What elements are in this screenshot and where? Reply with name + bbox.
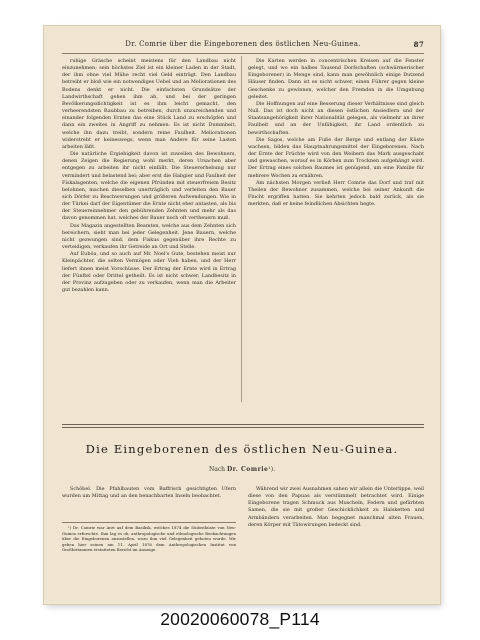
- paragraph: Am nächsten Morgen verließ Herr Comrie das Dorf und traf mit Theilen der Bewohner zusammen, welche bei seiner Ankunft die Flucht ergriffen hatten. Sie kehrten jedoch bald zurück, als sie merkten, daß er keine feindlichen Absichten hegte.: [248, 179, 424, 208]
- paragraph: Die natürliche Ergiebigkeit davon ist zuweilen des Bewohners, denen Zeigen die Regierung wohl merkt, deren Ursachen aber entgegen zu arbeiten ihr nicht einfällt. Die Steuererhebung nur vermindert und belastend bei; aber erst die Habgier und Faulheit der Fiskalagenten, welche die eigenen Pfründen mit steuerfreiem Besitz belohnen, machen dieselben unerträglich und verleiten den Bauer sich Dörfer zu Beschwerungen und größeren Aufwendungen. Wie in der Türkei darf der Eigentümer die Ernte nicht eher antasten, als bis der Steuereinnehmer den gebührenden Zehnten und mehr als das davon genommen hat, welches der Bauer noch oft vertheuern muß.: [62, 151, 236, 222]
- byline-author: Dr. Comrie: [226, 466, 269, 473]
- paragraph: Das Magazin angestellten Beamten, welche aus dem Zehnten sich bereichern, sieht man bei jeder Gelegenheit. Jene Bauern, welche nicht gezwungen sind, dem Fiskus gegenüber ihre Rechte zu verteidigen, verkaufen ihr Getreide an Ort und Stelle.: [62, 222, 236, 251]
- paragraph: ruhige Gräsche scheint meistens für den Landbau nicht einzunehmen; sein höchstes Ziel ist ein kleiner Laden in der Stadt, der ihm ohne viel Mühe recht viel Geld einträgt. Den Landbau betreibt er bloß wie ein notwendiges Uebel und an Meliorationen des Bodens denkt er nicht. Die einfachsten Grundsätze der Landwirthschaft gehen ihm ab, und bei der geringen Bevölkerungsdichtigkeit ist es ihm leicht gemacht, den verheerendsten Raubbau zu betreiben, durch unzureichenden und einander folgenden Ernten das eine Stück Land zu erschöpfen und dann ein zweites in Angriff zu nehmen. Es ist nicht Dummheit, welche ihn dazu treibt, sondern reine Faulheit. Meliorationen widerstrebt er keineswegs, wenn man Andere für seine Lasten arbeiten läßt.: [62, 58, 236, 150]
- article-title: Die Eingeborenen des östlichen Neu-Guinea.: [85, 442, 399, 456]
- article-left-column: [62, 486, 236, 520]
- byline-suffix: ¹).: [268, 466, 275, 473]
- footnote: [62, 522, 236, 593]
- scanned-page: [44, 26, 440, 604]
- archive-id-caption: 20020060078_P114: [160, 609, 320, 629]
- header-rule: [62, 53, 424, 54]
- article-right-column: [248, 486, 424, 590]
- running-title: Dr. Comrie über die Eingeborenen des östlichen Neu-Guinea.: [125, 40, 361, 48]
- paragraph: Während wir zwei Ausnahmen sahen wir allein die Unterlippe, weil diese von den Papuas als verstümmelt betrachtet wird. Einige Eingeborene tragen Schmuck aus Muscheln, Federn und gefärbten Samen, die sie mit großer Geschicklichkeit zu Halsketten und Armbändern verarbeiten. Man begegnet manchmal alten Frauen, deren Körper mit Tätowirungen bedeckt sind.: [248, 486, 424, 528]
- article-byline: [44, 466, 440, 473]
- paragraph: Die Sagos, welche am Fuße der Berge und entlang der Küste wachsen, bilden das Hauptnahrungsmittel der Eingeborenen. Nach der Ernte der Früchte wird von den Weibern das Mark ausgeschabt und gewaschen, worauf es in Körben zum Trocknen aufgehängt wird. Der Ertrag eines solchen Baumes ist genügend, um eine Familie für mehrere Wochen zu ernähren.: [248, 136, 424, 179]
- paragraph: Schöbel. Die Pfahlbauten vom Baffrisch gesichtigten Ufern wurden um Mittag und an den benachbarten Inseln beobachtet.: [62, 486, 236, 500]
- right-column: [248, 58, 424, 406]
- byline-prefix: Nach: [208, 466, 226, 473]
- column-divider: [241, 56, 242, 402]
- section-rule: [62, 424, 424, 425]
- section-rule-thin: [62, 427, 424, 428]
- paragraph: Auf Euböa, und so auch auf Mr. Noel's Gute, bestehen meist nur Kleinpächter, die selten Vermögen oder Vieh haben, und der Herr liefert ihnen meist Vorschüsse. Der Ertrag der Ernte wird in Ertrag der Fünftel oder Drittel getheilt. Es ist nicht schwer, Landbesitz in der Provinz aufzugeben oder zu verkaufen, wenn man die Arbeiter gut bezahlen kann.: [62, 251, 236, 293]
- running-header: [62, 40, 424, 52]
- footnote-text: ¹) Dr. Comrie war Arzt auf dem Basilisk, welches 1874 die Südostküste von Neu-Guinea erforschte. Ihm lag es ob, anthropologische und ethnologische Beobachtungen über die Eingeborenen anzustellen, wozu ihm viel Gelegenheit geboten wurde. Wir geben hier seinen am 11. April 1876 dem Anthropologischen Institut von Großbritannien erstatteten Bericht im Auszuge.: [62, 525, 236, 553]
- page-number: 87: [413, 40, 424, 49]
- paragraph: Die Karten werden in concentrischen Kreisen auf die Fenster gelegt, und wo ein halbes Tausend Dorfschaften (schwärmerischer Eingeborener) in Menge sind, kann man gewöhnlich einige Dutzend Häuser finden. Dann ist es nicht schwer, einen Führer gegen kleine Geschenke zu gewinnen, welcher den Fremden in die Umgebung geleitet.: [248, 58, 424, 100]
- left-column: [62, 58, 236, 398]
- paragraph: Die Hoffnungen auf eine Besserung dieser Verhältnisse sind gleich Null. Das ist doch nicht an diesen östlichen Ansiedlern und der Staatsangehörigkeit ihrer Nationalität gelegen, als vielmehr an ihrer Faulheit und an der Unfähigkeit, ihr Land ordentlich zu bewirthschaften.: [248, 100, 424, 136]
